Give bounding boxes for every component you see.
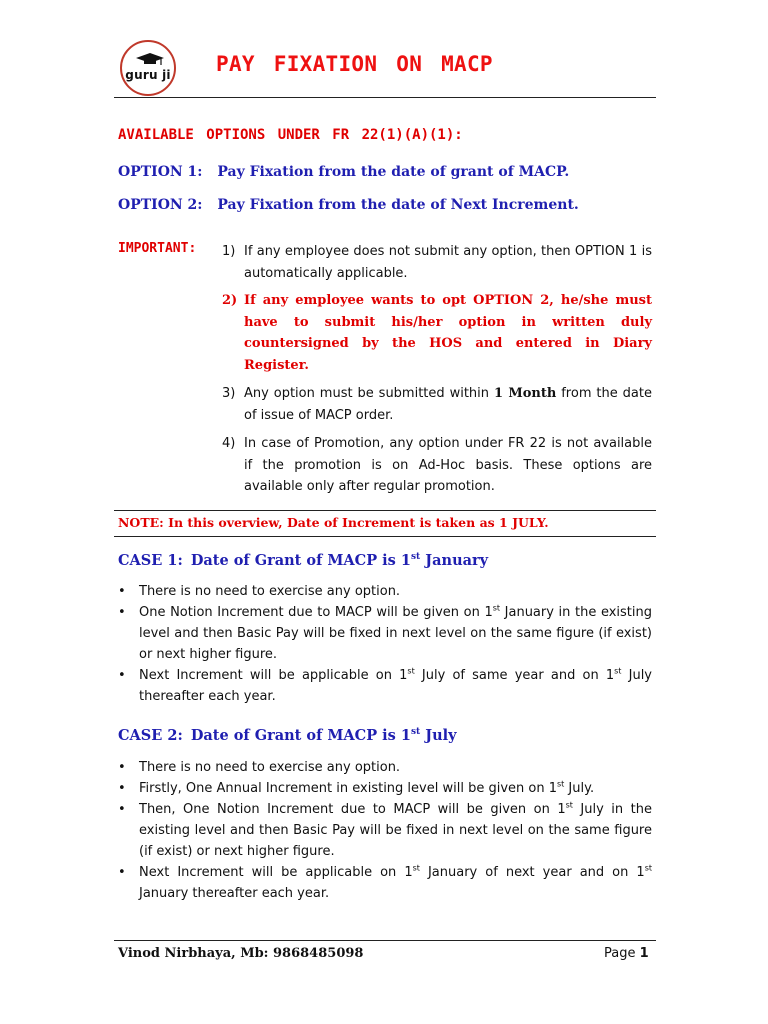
important-item-2 bbox=[222, 290, 652, 376]
case-1-bullets bbox=[118, 581, 652, 707]
item-text bbox=[244, 383, 652, 426]
list-item bbox=[118, 602, 652, 665]
header-divider bbox=[114, 97, 656, 98]
important-label: IMPORTANT: bbox=[118, 241, 197, 256]
superscript: st bbox=[614, 666, 622, 676]
list-item bbox=[118, 862, 652, 904]
text-part: Next Increment will be applicable on 1 bbox=[139, 865, 413, 880]
options-heading: AVAILABLE OPTIONS UNDER FR 22(1)(A)(1): bbox=[118, 127, 463, 143]
important-item-4 bbox=[222, 433, 652, 498]
list-item bbox=[118, 757, 652, 778]
superscript: st bbox=[407, 666, 415, 676]
case-1-title-sup: st bbox=[410, 552, 421, 563]
item-text-part: from the date of issue of MACP order. bbox=[244, 386, 652, 423]
footer-divider bbox=[114, 940, 656, 941]
case-1-title-end: January bbox=[420, 552, 489, 569]
superscript: st bbox=[412, 863, 420, 873]
item-number: 3) bbox=[222, 386, 236, 401]
text-part: January in the existing level and then Basic Pay will be fixed in next level on the same figure (if exist) or next higher figure. bbox=[139, 605, 652, 662]
footer-page bbox=[604, 946, 649, 961]
item-text: If any employee does not submit any option, then OPTION 1 is automatically applicable. bbox=[244, 244, 652, 281]
text-part: July thereafter each year. bbox=[139, 668, 652, 704]
item-number: 4) bbox=[222, 436, 236, 451]
case-2-heading bbox=[118, 727, 457, 744]
text-part: One Notion Increment due to MACP will be given on 1 bbox=[139, 605, 493, 620]
option-1-text: Pay Fixation from the date of grant of MACP. bbox=[217, 164, 570, 180]
graduation-cap-icon bbox=[135, 52, 165, 66]
superscript: st bbox=[556, 779, 565, 789]
superscript: st bbox=[492, 603, 501, 613]
item-text: In case of Promotion, any option under FR 22 is not available if the promotion is on Ad-Hoc basis. These options are available only after regular promotion. bbox=[244, 436, 652, 494]
case-2-title: Date of Grant of MACP is 1 bbox=[190, 727, 411, 744]
important-item-1 bbox=[222, 241, 652, 284]
list-item bbox=[118, 778, 652, 799]
text-part: Then, One Notion Increment due to MACP will be given on 1 bbox=[139, 802, 566, 817]
list-item bbox=[118, 799, 652, 862]
text-part: January thereafter each year. bbox=[139, 886, 330, 901]
note-divider-top bbox=[114, 510, 656, 511]
footer-author: Vinod Nirbhaya, Mb: 9868485098 bbox=[118, 946, 364, 961]
superscript: st bbox=[644, 863, 652, 873]
logo-text: guru ji bbox=[125, 68, 171, 82]
item-text-part: Any option must be submitted within bbox=[244, 386, 494, 401]
item-text: If any employee wants to opt OPTION 2, he/she must have to submit his/her option in written duly countersigned by the HOS and entered in Diary Register. bbox=[244, 293, 652, 373]
case-1-label: CASE 1: bbox=[118, 552, 183, 569]
guruji-logo bbox=[120, 40, 176, 96]
text-part: There is no need to exercise any option. bbox=[139, 760, 401, 775]
option-1 bbox=[118, 164, 569, 180]
list-item bbox=[118, 665, 652, 707]
note-divider-bottom bbox=[114, 536, 656, 537]
item-number: 2) bbox=[222, 293, 238, 308]
case-2-bullets bbox=[118, 757, 652, 904]
text-part: January of next year and on 1 bbox=[419, 865, 645, 880]
superscript: st bbox=[565, 800, 573, 810]
item-number: 1) bbox=[222, 244, 236, 259]
text-part: July in the existing level and then Basic Pay will be fixed in next level on the same figure (if exist) or next higher figure. bbox=[139, 802, 652, 859]
page-title: PAY FIXATION ON MACP bbox=[216, 52, 493, 76]
option-2 bbox=[118, 197, 579, 213]
text-part: There is no need to exercise any option. bbox=[139, 584, 401, 599]
text-part: July of same year and on 1 bbox=[414, 668, 615, 683]
case-1-title: Date of Grant of MACP is 1 bbox=[190, 552, 411, 569]
page-label: Page bbox=[604, 946, 636, 961]
page-number: 1 bbox=[639, 946, 649, 961]
option-2-text: Pay Fixation from the date of Next Increment. bbox=[217, 197, 579, 213]
case-2-title-sup: st bbox=[410, 727, 421, 738]
case-2-label: CASE 2: bbox=[118, 727, 183, 744]
text-part: Firstly, One Annual Increment in existing level will be given on 1 bbox=[139, 781, 557, 796]
case-2-title-end: July bbox=[420, 727, 457, 744]
item-text-bold: 1 Month bbox=[493, 386, 557, 401]
important-item-3 bbox=[222, 383, 652, 426]
list-item bbox=[118, 581, 652, 602]
note-text: NOTE: In this overview, Date of Increment is taken as 1 JULY. bbox=[118, 515, 549, 530]
case-1-heading bbox=[118, 552, 488, 569]
text-part: July. bbox=[564, 781, 595, 796]
option-2-label: OPTION 2: bbox=[118, 197, 203, 213]
text-part: Next Increment will be applicable on 1 bbox=[139, 668, 408, 683]
option-1-label: OPTION 1: bbox=[118, 164, 203, 180]
